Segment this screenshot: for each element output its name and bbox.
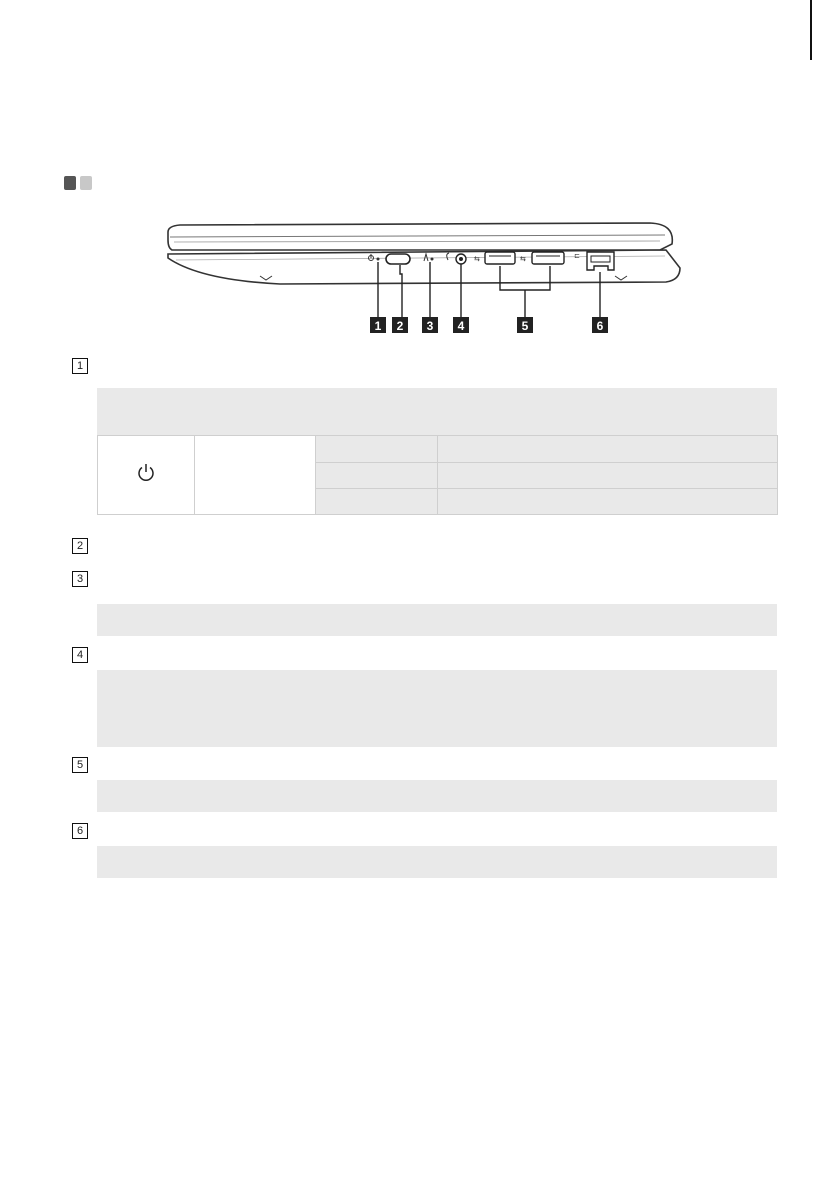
svg-text:⇆: ⇆: [474, 255, 480, 263]
svg-text:6: 6: [596, 319, 604, 333]
callout-6: [592, 317, 608, 333]
laptop-right-side-figure: [160, 218, 700, 338]
note-band-6: [97, 846, 777, 878]
section-marker-dark: [64, 176, 76, 190]
svg-text:3: 3: [426, 319, 434, 333]
svg-text:1: 1: [374, 319, 382, 333]
item-number-2: 2: [72, 538, 88, 554]
led-status-table: [97, 435, 778, 515]
callout-1: [370, 317, 386, 333]
item-number-1: 1: [72, 358, 88, 374]
svg-text:4: 4: [457, 319, 465, 333]
item-number-6: 6: [72, 823, 88, 839]
item-number-5: 5: [72, 757, 88, 773]
power-icon: [135, 462, 157, 484]
item-number-3: 3: [72, 571, 88, 587]
item-number-4: 4: [72, 647, 88, 663]
led-state-cell: [316, 489, 438, 515]
led-meaning-cell: [438, 463, 778, 489]
led-meaning-cell: [438, 436, 778, 463]
led-state-cell: [316, 436, 438, 463]
led-state-cell: [316, 463, 438, 489]
svg-text:⇆: ⇆: [520, 255, 526, 263]
callout-4: [453, 317, 469, 333]
power-button: [386, 254, 410, 264]
callout-3: [422, 317, 438, 333]
note-band-5: [97, 780, 777, 812]
led-meaning-cell: [438, 489, 778, 515]
svg-text:2: 2: [396, 319, 404, 333]
note-band-1: [97, 388, 777, 435]
callout-2: [392, 317, 408, 333]
led-name-cell: [195, 436, 316, 515]
note-band-3: [97, 604, 777, 636]
page-edge-rule: [810, 0, 812, 60]
section-marker-light: [80, 176, 92, 190]
led-icon-cell: [98, 436, 195, 515]
callout-5: [517, 317, 533, 333]
svg-text:⊏: ⊏: [574, 252, 580, 260]
note-band-4: [97, 670, 777, 747]
svg-text:5: 5: [521, 319, 529, 333]
